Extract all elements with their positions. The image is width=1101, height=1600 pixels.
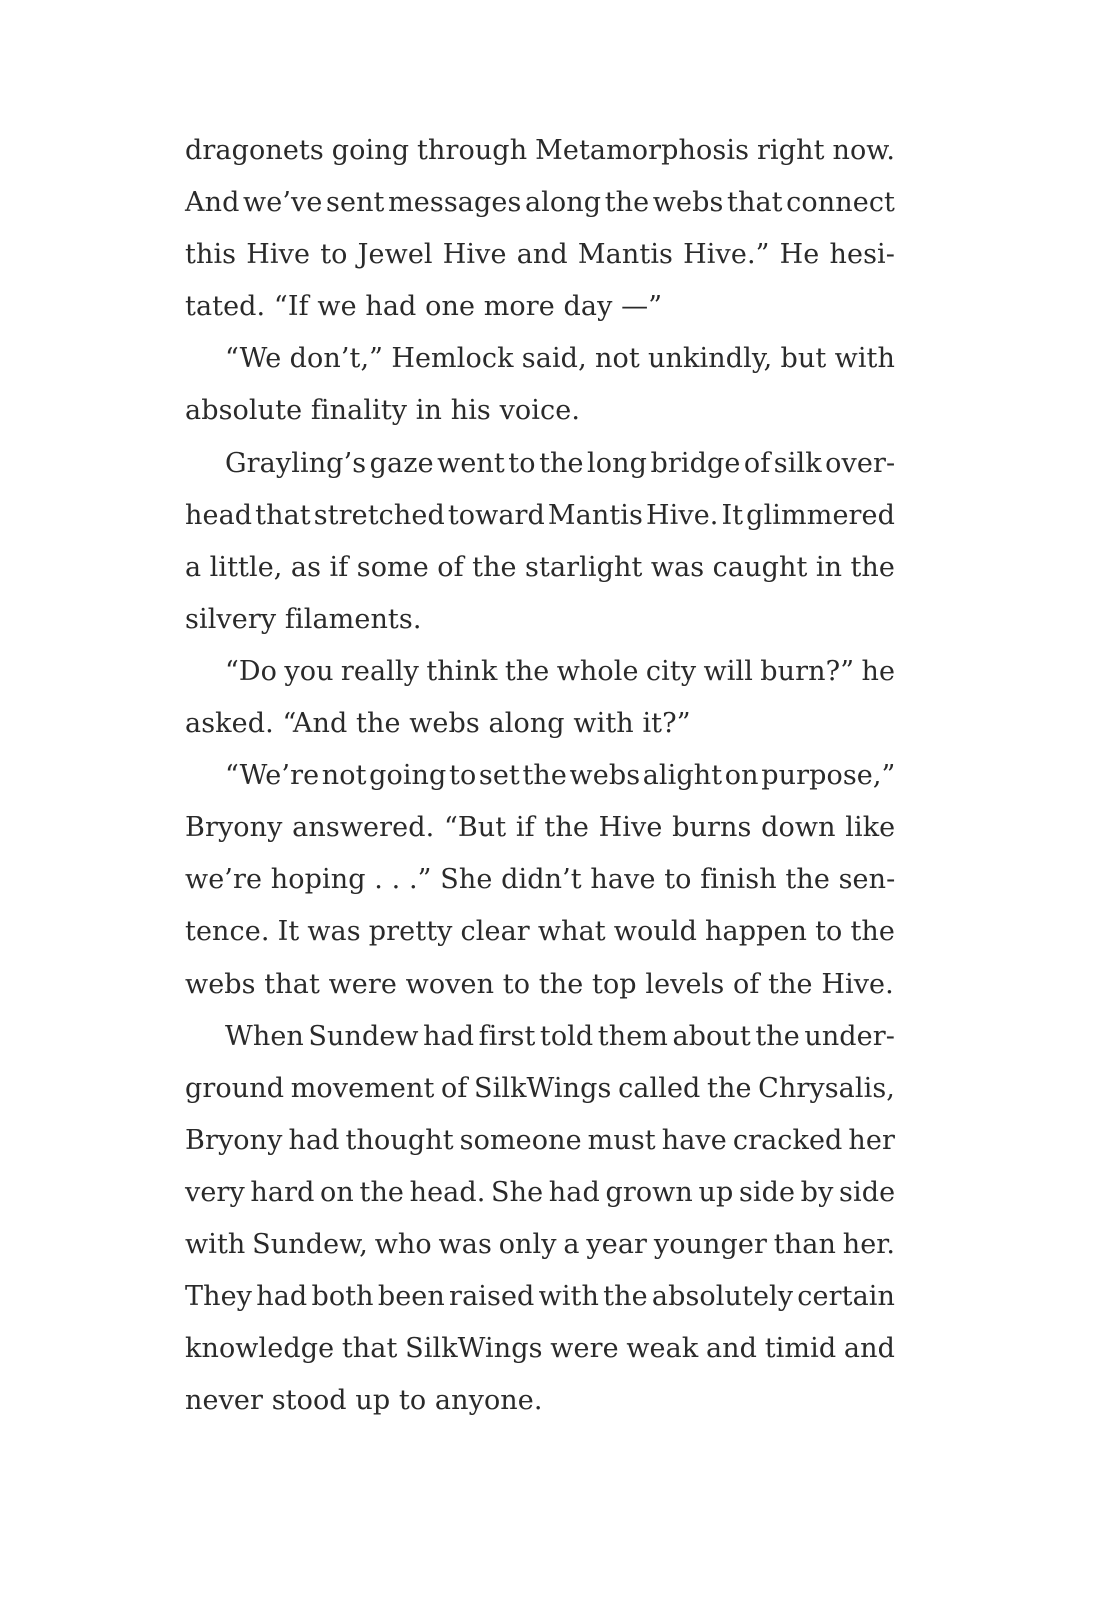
text-line: very hard on the head. She had grown up side by side: [185, 1176, 896, 1208]
text-line: And we’ve sent messages along the webs that connect: [185, 187, 895, 219]
text-line: Bryony had thought someone must have cracked her: [185, 1124, 895, 1156]
text-line: tated. “If we had one more day —”: [185, 291, 663, 323]
text-line: ground movement of SilkWings called the Chrysalis,: [185, 1072, 895, 1104]
text-line: tence. It was pretty clear what would happen to the: [185, 916, 895, 948]
text-line: Grayling’s gaze went to the long bridge of silk over-: [225, 447, 896, 479]
text-line: we’re hoping . . .” She didn’t have to finish the sen-: [185, 864, 896, 896]
text-line: this Hive to Jewel Hive and Mantis Hive.” He hesi-: [185, 239, 895, 271]
body-text: [185, 125, 895, 1427]
text-line: silvery filaments.: [185, 603, 422, 635]
text-line: “Do you really think the whole city will burn?” he: [225, 655, 896, 687]
text-line: When Sundew had first told them about the under-: [225, 1020, 895, 1052]
text-line: asked. “And the webs along with it?”: [185, 708, 691, 740]
text-line: head that stretched toward Mantis Hive. It glimmered: [185, 499, 895, 531]
text-line: dragonets going through Metamorphosis right now.: [185, 135, 895, 166]
text-line: webs that were woven to the top levels of the Hive.: [185, 968, 894, 1000]
text-line: Bryony answered. “But if the Hive burns down like: [185, 812, 896, 844]
text-line: “We don’t,” Hemlock said, not unkindly, but with: [225, 343, 895, 375]
text-line: “We’re not going to set the webs alight on purpose,”: [225, 760, 896, 792]
text-line: never stood up to anyone.: [185, 1385, 543, 1417]
text-line: knowledge that SilkWings were weak and timid and: [185, 1333, 895, 1365]
text-line: They had both been raised with the absolutely certain: [185, 1281, 895, 1313]
text-line: with Sundew, who was only a year younger than her.: [185, 1228, 896, 1260]
text-line: a little, as if some of the starlight was caught in the: [185, 551, 895, 583]
text-line: absolute finality in his voice.: [185, 395, 580, 427]
